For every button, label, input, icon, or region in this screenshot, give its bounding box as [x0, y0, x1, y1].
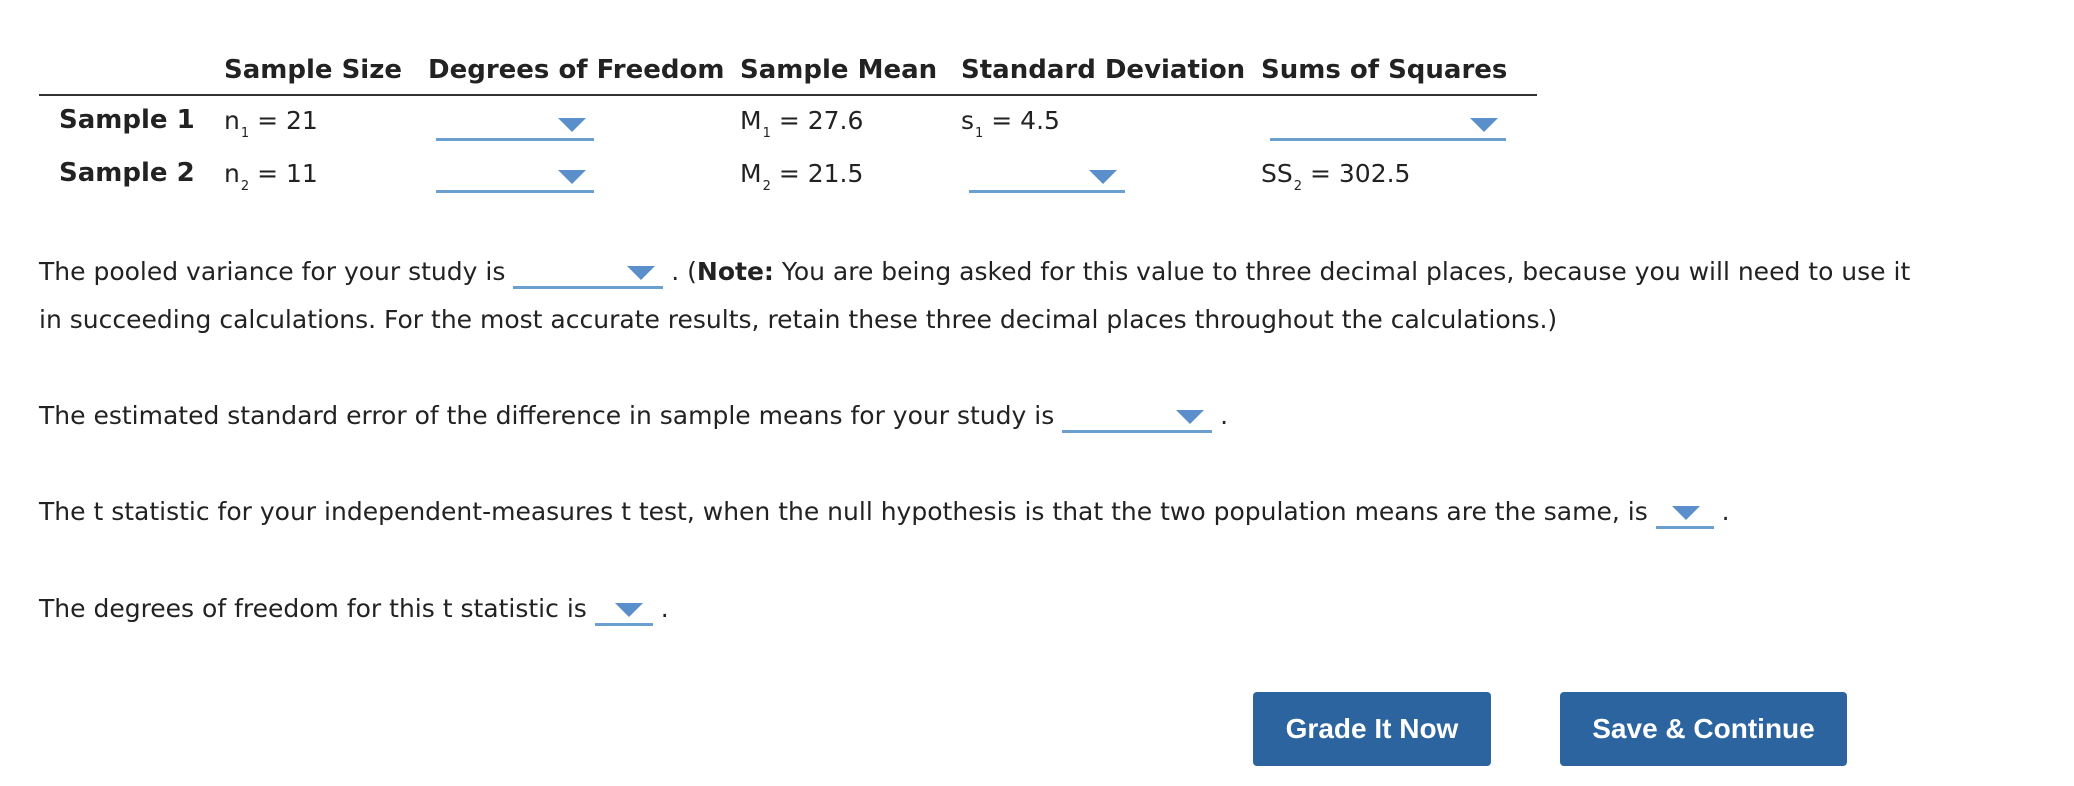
col-header-standard-deviation: Standard Deviation	[961, 55, 1246, 85]
sample-1-ss-dropdown[interactable]	[1270, 112, 1506, 141]
col-header-sums-of-squares: Sums of Squares	[1261, 55, 1508, 85]
sample-1-std-dev: $s_1 = 4.5$	[961, 106, 1060, 141]
sample-2-size: $n_2 = 11$	[224, 159, 318, 194]
row-label-sample-1: Sample 1	[59, 105, 195, 135]
standard-error-dropdown[interactable]	[1062, 404, 1212, 433]
chevron-down-icon	[1672, 506, 1700, 520]
pooled-variance-dropdown[interactable]	[513, 260, 663, 289]
col-header-sample-size: Sample Size	[224, 55, 402, 85]
pooled-variance-question: The pooled variance for your study is . (Note: You are being asked for this value to three decimal places, because you will need to use it	[39, 248, 1910, 296]
pooled-variance-note-line2: in succeeding calculations. For the most accurate results, retain these three decimal places throughout the calculations.)	[39, 305, 1558, 334]
chevron-down-icon	[1089, 170, 1117, 184]
sample-1-df-dropdown[interactable]	[436, 112, 594, 141]
t-statistic-question: The t statistic for your independent-measures t test, when the null hypothesis is that the two population means are the same, is .	[39, 488, 1730, 536]
col-header-degrees-of-freedom: Degrees of Freedom	[428, 55, 725, 85]
sample-2-ss: $SS_2 = 302.5$	[1261, 159, 1411, 194]
t-statistic-dropdown[interactable]	[1656, 500, 1714, 529]
chevron-down-icon	[615, 603, 643, 617]
sample-1-size: $n_1 = 21$	[224, 106, 318, 141]
chevron-down-icon	[558, 118, 586, 132]
save-and-continue-button[interactable]: Save & Continue	[1560, 692, 1847, 766]
col-header-sample-mean: Sample Mean	[740, 55, 938, 85]
df-t-statistic-question: The degrees of freedom for this t statistic is .	[39, 585, 669, 633]
standard-error-question: The estimated standard error of the difference in sample means for your study is .	[39, 392, 1228, 440]
table-header-divider	[39, 94, 1537, 96]
sample-2-df-dropdown[interactable]	[436, 164, 594, 193]
chevron-down-icon	[1176, 410, 1204, 424]
row-label-sample-2: Sample 2	[59, 158, 195, 188]
df-t-statistic-dropdown[interactable]	[595, 597, 653, 626]
grade-it-now-button[interactable]: Grade It Now	[1253, 692, 1491, 766]
sample-2-std-dev-dropdown[interactable]	[969, 164, 1125, 193]
chevron-down-icon	[1470, 118, 1498, 132]
sample-2-mean: $M_2 = 21.5$	[740, 159, 864, 194]
chevron-down-icon	[627, 266, 655, 280]
chevron-down-icon	[558, 170, 586, 184]
sample-1-mean: $M_1 = 27.6$	[740, 106, 864, 141]
